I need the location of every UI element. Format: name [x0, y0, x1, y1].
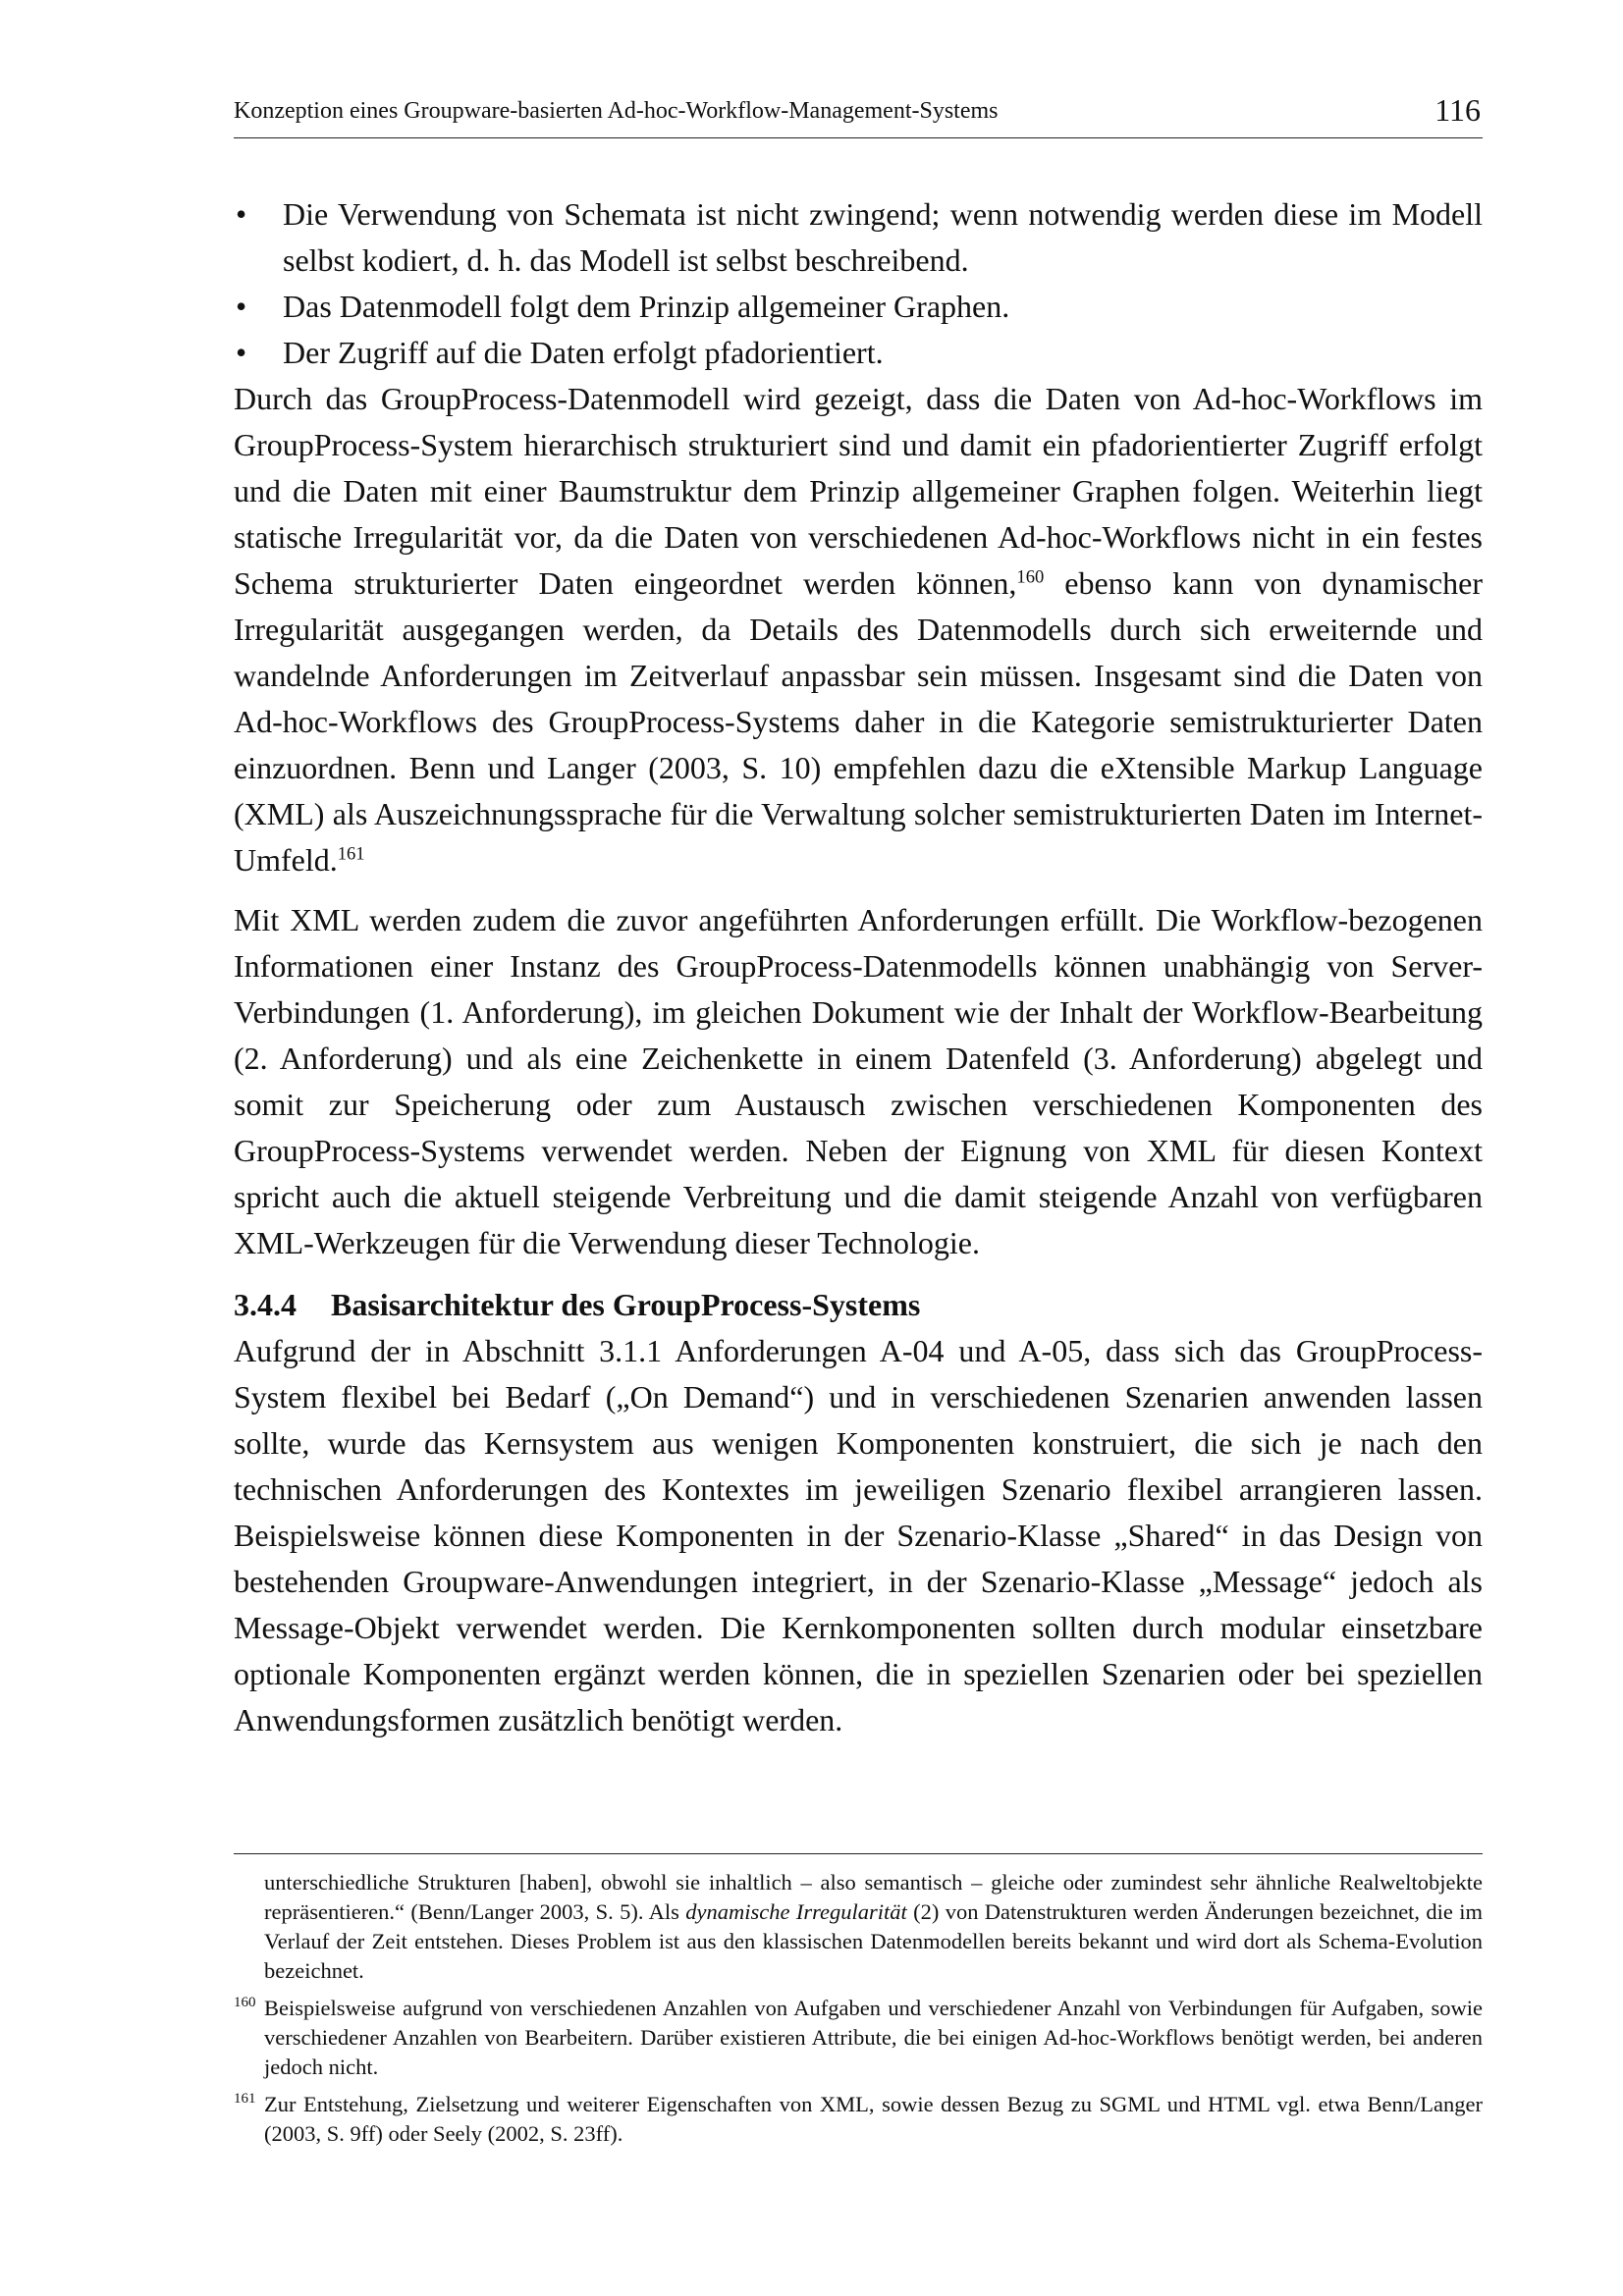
bullet-item: • Die Verwendung von Schemata ist nicht zwingend; wenn notwendig werden diese im Modell selbst kodiert, d. h. das Modell ist selbst beschreibend.: [234, 191, 1483, 284]
paragraph-data-model: [234, 376, 1483, 883]
bullet-list: [234, 191, 1483, 376]
body-text: [234, 191, 1483, 1743]
footnote-text: (2) von Datenstrukturen werden Änderungen bezeichnet, die im Verlauf der Zeit entstehen. Dieses Problem ist aus den klassischen Datenmodellen bereits bekannt und wird dort als Schema-Evolution bezeichnet.: [264, 1899, 1484, 1983]
bullet-item: • Der Zugriff auf die Daten erfolgt pfadorientiert.: [234, 330, 1483, 376]
footnote-161: [234, 2090, 1483, 2149]
footnote-160: [234, 1994, 1483, 2082]
footnote-italic-term: dynamische Irregularität: [685, 1899, 907, 1924]
footnote-text: Beispielsweise aufgrund von verschiedenen Anzahlen von Aufgaben und verschiedener Anzahl von Verbindungen für Aufgaben, sowie verschiedener Anzahlen von Bearbeitern. Darüber existieren Attribute, die bei einigen Ad-hoc-Workflows benötigt werden, bei anderen jedoch nicht.: [264, 1996, 1483, 2079]
paragraph-text: ebenso kann von dynamischer Irregularität ausgegangen werden, da Details des Datenmodells durch sich erweiternde und wandelnde Anforderungen im Zeitverlauf anpassbar sein müssen. Insgesamt sind die Daten von Ad-hoc-Workflows des GroupProcess-Systems daher in die Kategorie semistrukturierter Daten einzuordnen. Benn und Langer (2003, S. 10) empfehlen dazu die eXtensible Markup Language (XML) als Auszeichnungssprache für die Verwaltung solcher semistrukturierten Daten im Internet-Umfeld.: [234, 565, 1484, 878]
running-header-title: Konzeption eines Groupware-basierten Ad-hoc-Workflow-Management-Systems: [234, 98, 999, 124]
footnote-mark: 160: [234, 1995, 256, 2010]
section-number: 3.4.4: [234, 1287, 297, 1322]
paragraph-text: Durch das GroupProcess-Datenmodell wird gezeigt, dass die Daten von Ad-hoc-Workflows im GroupProcess-System hierarchisch strukturiert sind und damit ein pfadorientierter Zugriff erfolgt und die Daten mit einer Baumstruktur dem Prinzip allgemeiner Graphen folgen. Weiterhin liegt statische Irregularität vor, da die Daten von verschiedenen Ad-hoc-Workflows nicht in ein festes Schema strukturierter Daten eingeordnet werden können,: [234, 381, 1483, 601]
paragraph-architecture: Aufgrund der in Abschnitt 3.1.1 Anforderungen A-04 und A-05, dass sich das GroupProcess-System flexibel bei Bedarf („On Demand“) und in verschiedenen Szenarien anwenden lassen sollte, wurde das Kernsystem aus wenigen Komponenten konstruiert, die sich je nach den technischen Anforderungen des Kontextes im jeweiligen Szenario flexibel arrangieren lassen. Beispielsweise können diese Komponenten in der Szenario-Klasse „Shared“ in das Design von bestehenden Groupware-Anwendungen integriert, in der Szenario-Klasse „Message“ jedoch als Message-Objekt verwendet werden. Die Kernkomponenten sollten durch modular einsetzbare optionale Komponenten ergänzt werden können, die in speziellen Szenarien oder bei speziellen Anwendungsformen zusätzlich benötigt werden.: [234, 1333, 1483, 1737]
footnote-text: unterschiedliche Strukturen [haben], obwohl sie inhaltlich – also semantisch – gleiche oder zumindest sehr ähnliche Realweltobjekte repräsentieren.“ (Benn/Langer 2003, S. 5). Als: [264, 1870, 1483, 1924]
footnote-mark: 161: [234, 2091, 256, 2107]
section-heading: [234, 1282, 1483, 1328]
running-header: [234, 92, 1483, 138]
footnote-separator: [234, 1853, 1483, 1854]
paragraph-xml: Mit XML werden zudem die zuvor angeführten Anforderungen erfüllt. Die Workflow-bezogenen Informationen einer Instanz des GroupProcess-Datenmodells können unabhängig von Server-Verbindungen (1. Anforderung), im gleichen Dokument wie der Inhalt der Workflow-Bearbeitung (2. Anforderung) und als eine Zeichenkette in einem Datenfeld (3. Anforderung) abgelegt und somit zur Speicherung oder zum Austausch zwischen verschiedenen Komponenten des GroupProcess-Systems verwendet werden. Neben der Eignung von XML für diesen Kontext spricht auch die aktuell steigende Verbreitung und die damit steigende Anzahl von verfügbaren XML-Werkzeugen für die Verwendung dieser Technologie.: [234, 902, 1483, 1260]
bullet-item: • Das Datenmodell folgt dem Prinzip allgemeiner Graphen.: [234, 284, 1483, 330]
footnote-text: Zur Entstehung, Zielsetzung und weiterer Eigenschaften von XML, sowie dessen Bezug zu SGML und HTML vgl. etwa Benn/Langer (2003, S. 9ff) oder Seely (2002, S. 23ff).: [264, 2092, 1483, 2146]
footnote-ref-161[interactable]: 161: [337, 843, 365, 865]
section-title: Basisarchitektur des GroupProcess-Systems: [331, 1287, 921, 1322]
footnote-ref-160[interactable]: 160: [1016, 566, 1045, 588]
footnotes: [234, 1868, 1483, 2149]
footnote-continued: [234, 1868, 1483, 1986]
page-number: 116: [1434, 92, 1481, 128]
